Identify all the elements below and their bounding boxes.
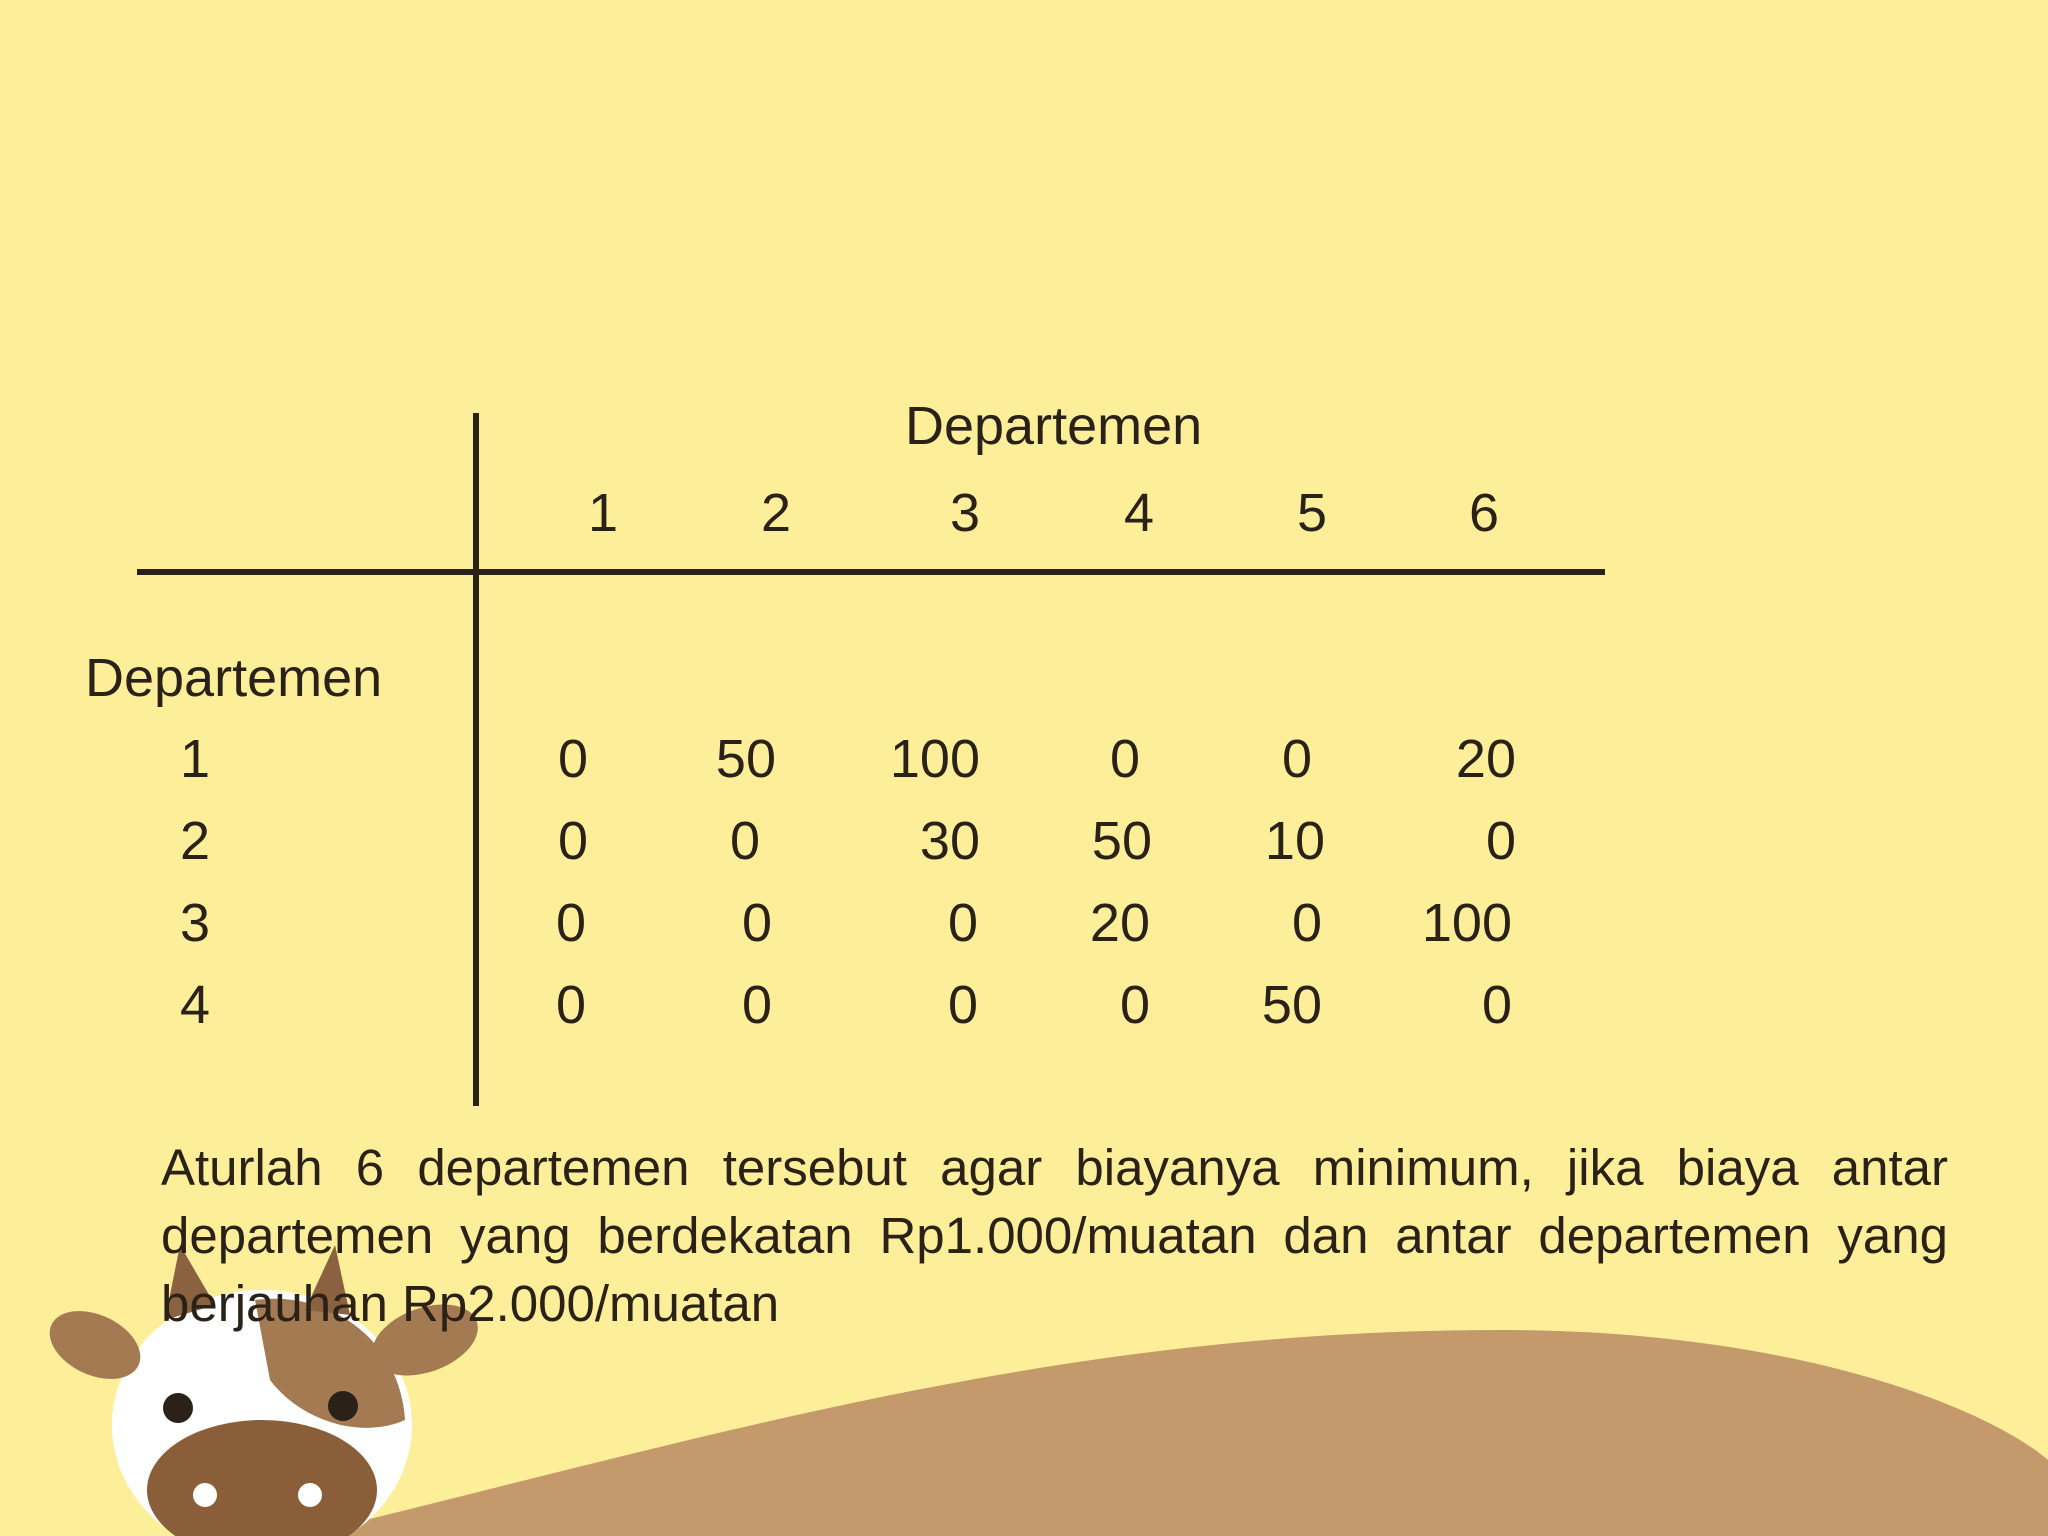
table-cell: 0 xyxy=(555,893,586,953)
column-header-5: 5 xyxy=(1296,483,1328,543)
table-cell: 100 xyxy=(889,729,980,789)
row-header-4: 4 xyxy=(179,975,211,1035)
table-cell: 0 xyxy=(741,893,772,953)
table-cell: 0 xyxy=(729,811,760,871)
column-header-3: 3 xyxy=(949,483,981,543)
table-cell: 0 xyxy=(555,975,586,1035)
column-title: Departemen xyxy=(905,396,1203,456)
row-header-2: 2 xyxy=(179,811,211,871)
row-header-1: 1 xyxy=(179,729,211,789)
table-horizontal-divider xyxy=(137,569,1605,575)
row-title: Departemen xyxy=(85,648,383,708)
table-cell: 10 xyxy=(1264,811,1325,871)
table-cell: 50 xyxy=(715,729,776,789)
table-cell: 0 xyxy=(1481,975,1512,1035)
table-cell: 20 xyxy=(1455,729,1516,789)
table-cell: 0 xyxy=(557,811,588,871)
column-header-2: 2 xyxy=(760,483,792,543)
table-cell: 0 xyxy=(1281,729,1312,789)
column-header-6: 6 xyxy=(1468,483,1500,543)
table-cell: 0 xyxy=(1119,975,1150,1035)
problem-description: Aturlah 6 departemen tersebut agar biayanya minimum, jika biaya antar departemen yang berdekatan Rp1.000/muatan dan antar departemen yang berjauhan Rp2.000/muatan xyxy=(161,1139,1948,1332)
table-cell: 0 xyxy=(741,975,772,1035)
column-header-4: 4 xyxy=(1123,483,1155,543)
table-cell: 100 xyxy=(1421,893,1512,953)
table-cell: 20 xyxy=(1089,893,1150,953)
table-cell: 50 xyxy=(1091,811,1152,871)
table-cell: 30 xyxy=(919,811,980,871)
row-header-3: 3 xyxy=(179,893,211,953)
table-cell: 0 xyxy=(947,975,978,1035)
table-cell: 0 xyxy=(1109,729,1140,789)
table-cell: 50 xyxy=(1261,975,1322,1035)
table-cell: 0 xyxy=(1485,811,1516,871)
table-cell: 0 xyxy=(1291,893,1322,953)
table-cell: 0 xyxy=(557,729,588,789)
table-cell: 0 xyxy=(947,893,978,953)
column-header-1: 1 xyxy=(587,483,619,543)
